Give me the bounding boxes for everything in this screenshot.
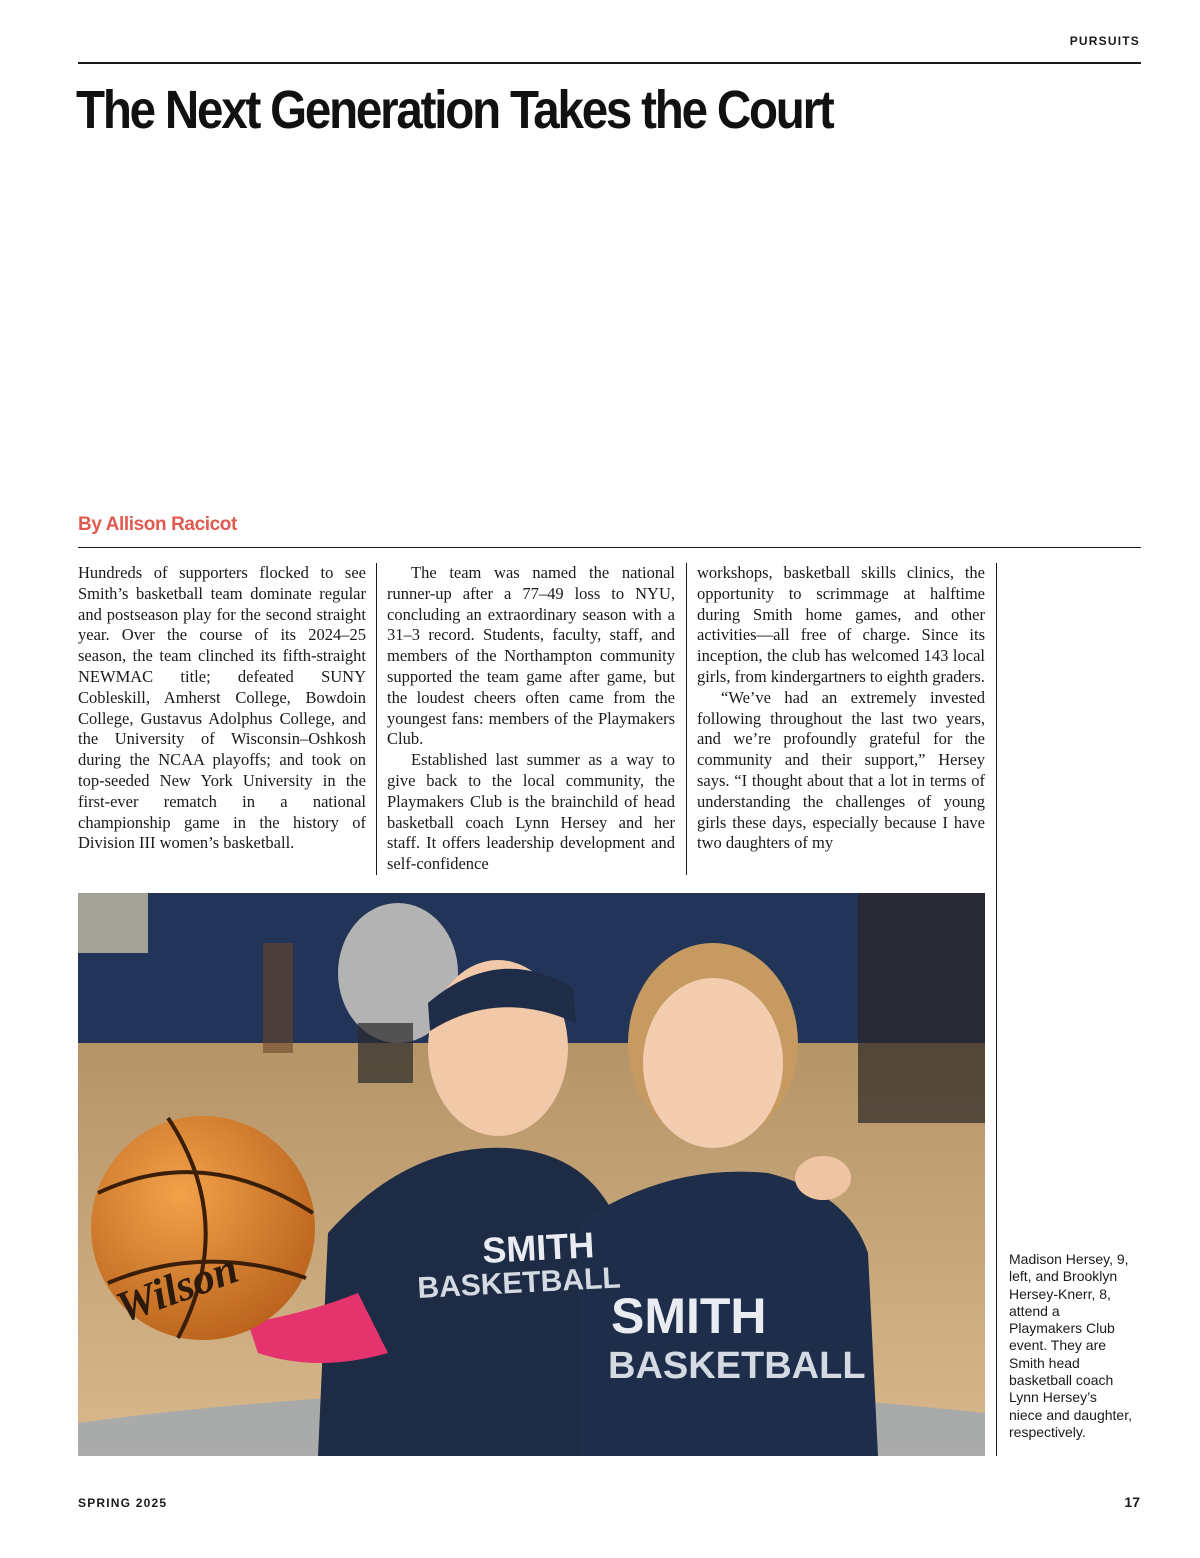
caption-divider xyxy=(996,563,997,1456)
paragraph: Established last summer as a way to give back to the local community, the Playmakers Club is the brainchild of head basketball coach Lynn Hersey and her staff. It offers leadership development and self-confidence xyxy=(387,750,675,874)
photo-illustration xyxy=(78,893,985,1456)
article-headline: The Next Generation Takes the Court xyxy=(76,80,833,140)
shirt-text-smith-2: SMITH xyxy=(611,1288,767,1344)
paragraph: Hundreds of supporters flocked to see Smith’s basketball team dominate regular and postseason play for the second straight year. Over the course of its 2024–25 season, the team clinched its fifth-straight NEWMAC title; defeated SUNY Cobleskill, Amherst College, Bowdoin College, Gustavus Adolphus College, and the University of Wisconsin–Oshkosh during the NCAA playoffs; and took on top-seeded New York University in the first-ever rematch in a national championship game in the history of Division III women’s basketball. xyxy=(78,563,366,853)
paragraph: workshops, basketball skills clinics, the opportunity to scrimmage at halftime during Smith home games, and other activities—all free of charge. Since its inception, the club has welcomed 143 local girls, from kindergartners to eighth graders. xyxy=(697,563,985,686)
shirt-text-basketball-2: BASKETBALL xyxy=(608,1345,866,1387)
article-photo xyxy=(78,893,985,1456)
text-column-3 xyxy=(697,563,985,854)
text-column-2 xyxy=(387,563,675,875)
column-divider xyxy=(376,563,377,875)
byline: By Allison Racicot xyxy=(78,514,237,535)
paragraph: The team was named the national runner-up after a 77–49 loss to NYU, concluding an extraordinary season with a 31–3 record. Students, faculty, staff, and members of the Northampton community supported the team game after game, but the loudest cheers often came from the youngest fans: members of the Playmakers Club. xyxy=(387,563,675,749)
section-label: PURSUITS xyxy=(1069,34,1140,48)
top-rule xyxy=(78,62,1141,64)
ball-brand-text: Wilson xyxy=(109,1243,245,1333)
page-number: 17 xyxy=(1124,1494,1140,1510)
shirt-text-basketball-1: BASKETBALL xyxy=(416,1261,622,1305)
byline-rule xyxy=(78,547,1141,548)
issue-label: SPRING 2025 xyxy=(78,1496,168,1510)
shirt-text-smith-1: SMITH xyxy=(481,1224,596,1271)
text-column-1 xyxy=(78,563,366,854)
paragraph: “We’ve had an extremely invested following throughout the last two years, and we’re profoundly grateful for the community and their support,” Hersey says. “I thought about that a lot in terms of understanding the challenges of young girls these days, especially because I have two daughters of my xyxy=(697,687,985,853)
photo-caption: Madison Hersey, 9, left, and Brooklyn Hersey-Knerr, 8, attend a Playmakers Club event. They are Smith head basketball coach Lynn Hersey’s niece and daughter, respectively. xyxy=(1009,1251,1132,1440)
column-divider xyxy=(686,563,687,875)
